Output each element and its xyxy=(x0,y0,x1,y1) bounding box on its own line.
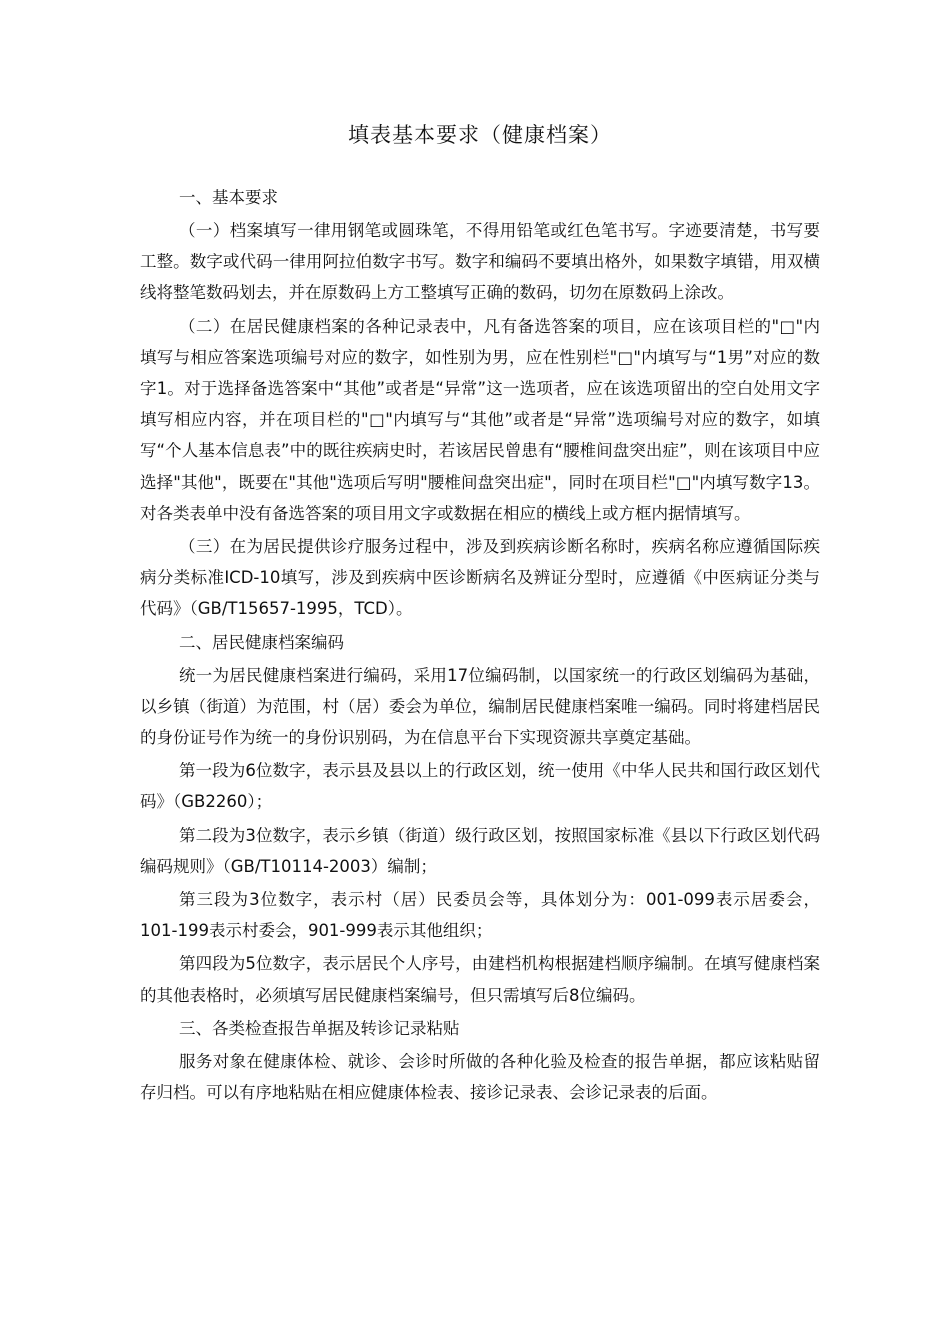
section-report-attachments xyxy=(140,1013,820,1108)
paragraph: （三）在为居民提供诊疗服务过程中，涉及到疾病诊断名称时，疾病名称应遵循国际疾病分类标准ICD-10填写，涉及到疾病中医诊断病名及辨证分型时，应遵循《中医病证分类与代码》（GB/T15657-1995，TCD）。 xyxy=(140,537,820,619)
document-page xyxy=(140,112,820,1110)
section-record-coding xyxy=(140,627,820,1011)
section-heading: 三、各类检查报告单据及转诊记录粘贴 xyxy=(179,1018,460,1038)
section-basic-requirements xyxy=(140,182,820,625)
section-heading: 一、基本要求 xyxy=(179,188,278,207)
paragraph: 统一为居民健康档案进行编码，采用17位编码制，以国家统一的行政区划编码为基础，以乡镇（街道）为范围，村（居）委会为单位，编制居民健康档案唯一编码。同时将建档居民的身份证号作为统一的身份识别码，为在信息平台下实现资源共享奠定基础。 xyxy=(140,665,820,748)
paragraph: 第一段为6位数字，表示县及县以上的行政区划，统一使用《中华人民共和国行政区划代码》（GB2260）； xyxy=(140,761,820,812)
paragraph: 第四段为5位数字，表示居民个人序号，由建档机构根据建档顺序编制。在填写健康档案的其他表格时，必须填写居民健康档案编号，但只需填写后8位编码。 xyxy=(140,954,820,1005)
paragraph: （一）档案填写一律用钢笔或圆珠笔，不得用铅笔或红色笔书写。字迹要清楚，书写要工整。数字或代码一律用阿拉伯数字书写。数字和编码不要填出格外，如果数字填错，用双横线将整笔数码划去，并在原数码上方工整填写正确的数码，切勿在原数码上涂改。 xyxy=(140,221,820,303)
paragraph: （二）在居民健康档案的各种记录表中，凡有备选答案的项目，应在该项目栏的"□"内填写与相应答案选项编号对应的数字，如性别为男，应在性别栏"□"内填写与“1男”对应的数字1。对于选择备选答案中“其他”或者是“异常”这一选项者，应在该选项留出的空白处用文字填写相应内容，并在项目栏的"□"内填写与“其他”或者是“异常”选项编号对应的数字，如填写“个人基本信息表”中的既往疾病史时，若该居民曾患有“腰椎间盘突出症”，则在该项目中应选择"其他"，既要在"其他"选项后写明"腰椎间盘突出症"，同时在项目栏"□"内填写数字13。对各类表单中没有备选答案的项目用文字或数据在相应的横线上或方框内据情填写。 xyxy=(140,316,820,523)
paragraph: 第二段为3位数字，表示乡镇（街道）级行政区划，按照国家标准《县以下行政区划代码编码规则》（GB/T10114-2003）编制； xyxy=(140,825,820,876)
paragraph: 第三段为3位数字，表示村（居）民委员会等，具体划分为：001-099表示居委会，101-199表示村委会，901-999表示其他组织； xyxy=(140,890,820,941)
section-heading: 二、居民健康档案编码 xyxy=(179,632,344,652)
page-title: 填表基本要求（健康档案） xyxy=(348,123,612,147)
paragraph: 服务对象在健康体检、就诊、会诊时所做的各种化验及检查的报告单据，都应该粘贴留存归档。可以有序地粘贴在相应健康体检表、接诊记录表、会诊记录表的后面。 xyxy=(140,1051,820,1103)
